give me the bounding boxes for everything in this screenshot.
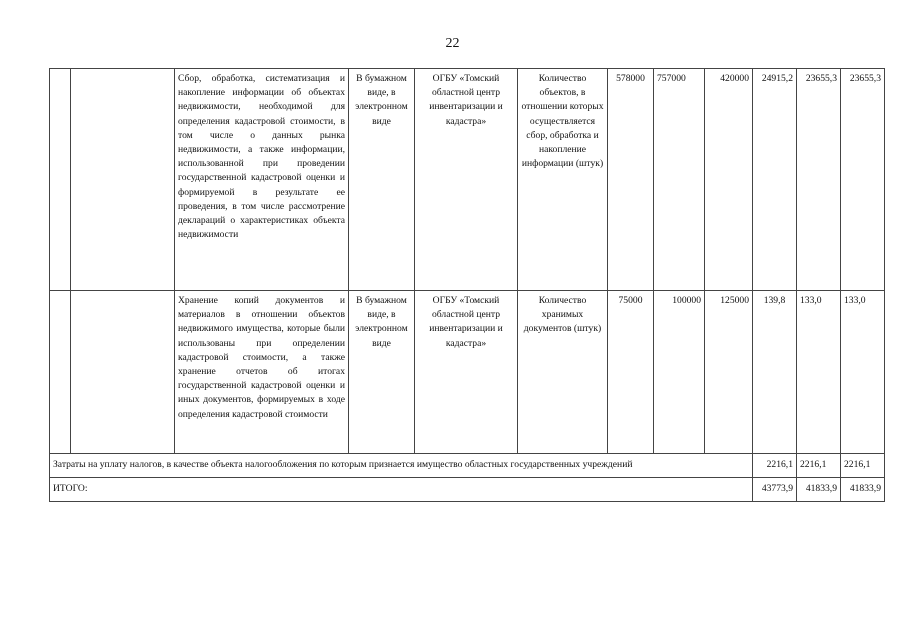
total-row-label: ИТОГО: xyxy=(50,478,753,502)
row-funding-3: 23655,3 xyxy=(841,69,885,291)
row-value-3: 125000 xyxy=(705,291,753,454)
empty-cell xyxy=(50,291,71,454)
row-description: Сбор, обработка, систематизация и накопление информации об объектах недвижимости, необходимой для определения кадастровой стоимости, в том числе о данных рынка недвижимости, а также информации, использованной при проведении государственной кадастровой оценки и формируемой в результате ее проведения, в том числе рассмотрение деклараций о характеристиках объекта недвижимости xyxy=(175,69,349,291)
empty-cell xyxy=(71,291,175,454)
total-row-funding-2: 41833,9 xyxy=(797,478,841,502)
page-number: 22 xyxy=(445,36,460,51)
row-value-1: 75000 xyxy=(608,291,654,454)
row-form: В бумажном виде, в электронном виде xyxy=(349,291,415,454)
row-value-3: 420000 xyxy=(705,69,753,291)
row-form: В бумажном виде, в электронном виде xyxy=(349,69,415,291)
row-value-2: 757000 xyxy=(654,69,705,291)
table-row xyxy=(50,69,885,291)
row-value-1: 578000 xyxy=(608,69,654,291)
row-description: Хранение копий документов и материалов в отношении объектов недвижимого имущества, которые были использованы при определении кадастровой стоимости, а также хранение отчетов об итогах государственной кадастровой оценки и иных документов, формируемых в ходе определения кадастровой стоимости xyxy=(175,291,349,454)
row-funding-1: 24915,2 xyxy=(753,69,797,291)
tax-row xyxy=(50,454,885,478)
row-funding-2: 23655,3 xyxy=(797,69,841,291)
table-row xyxy=(50,291,885,454)
row-indicator: Количество хранимых документов (штук) xyxy=(518,291,608,454)
row-funding-3: 133,0 xyxy=(841,291,885,454)
row-funding-2: 133,0 xyxy=(797,291,841,454)
row-value-2: 100000 xyxy=(654,291,705,454)
total-row xyxy=(50,478,885,502)
row-executor: ОГБУ «Томский областной центр инвентаризации и кадастра» xyxy=(415,69,518,291)
row-executor: ОГБУ «Томский областной центр инвентаризации и кадастра» xyxy=(415,291,518,454)
total-row-funding-1: 43773,9 xyxy=(753,478,797,502)
tax-row-label: Затраты на уплату налогов, в качестве объекта налогообложения по которым признается имущество областных государственных учреждений xyxy=(50,454,753,478)
budget-table xyxy=(49,68,885,502)
row-funding-1: 139,8 xyxy=(753,291,797,454)
row-indicator: Количество объектов, в отношении которых осуществляется сбор, обработка и накопление информации (штук) xyxy=(518,69,608,291)
total-row-funding-3: 41833,9 xyxy=(841,478,885,502)
tax-row-funding-2: 2216,1 xyxy=(797,454,841,478)
empty-cell xyxy=(71,69,175,291)
tax-row-funding-3: 2216,1 xyxy=(841,454,885,478)
empty-cell xyxy=(50,69,71,291)
tax-row-funding-1: 2216,1 xyxy=(753,454,797,478)
